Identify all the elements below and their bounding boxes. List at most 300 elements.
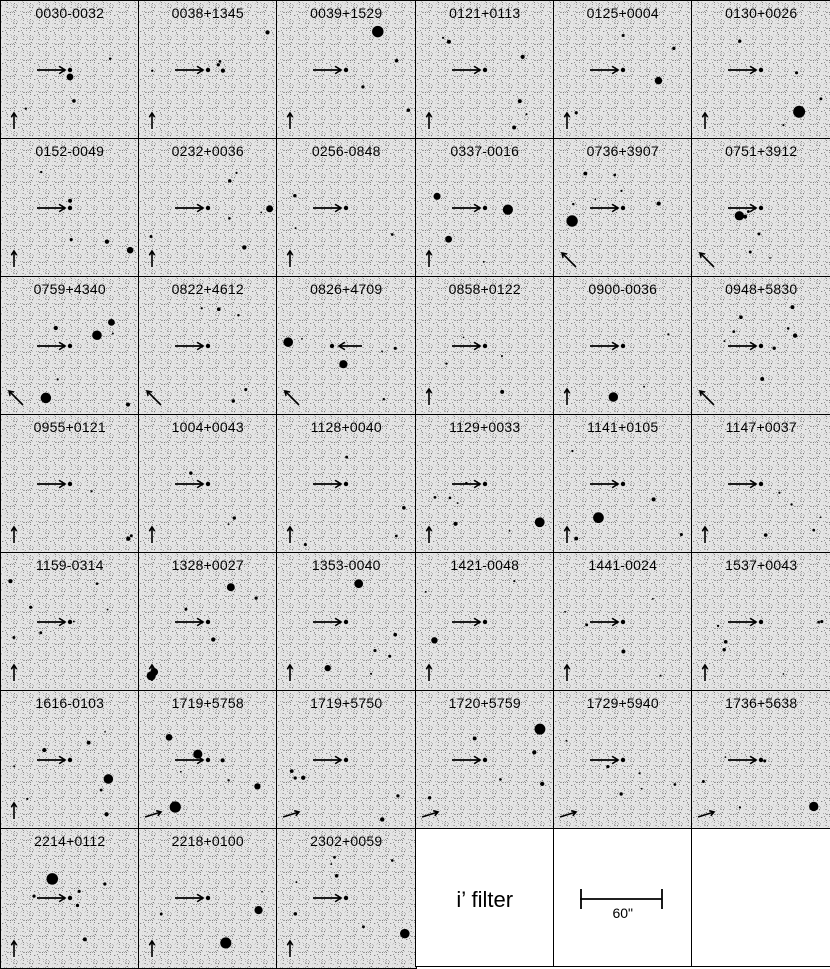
star-point bbox=[759, 620, 763, 624]
star-point bbox=[760, 377, 764, 381]
panel-image bbox=[416, 139, 555, 278]
star-point bbox=[655, 77, 663, 85]
panel-label: 0038+1345 bbox=[171, 5, 244, 21]
panel-image bbox=[139, 1, 278, 140]
star-point bbox=[445, 363, 447, 365]
finder-panel bbox=[553, 138, 693, 278]
panel-image bbox=[277, 829, 417, 969]
star-point bbox=[793, 106, 805, 118]
star-point bbox=[483, 482, 487, 486]
star-point bbox=[160, 913, 163, 916]
star-point bbox=[228, 523, 230, 525]
star-point bbox=[643, 386, 645, 388]
star-point bbox=[220, 937, 231, 948]
star-point bbox=[585, 623, 588, 626]
finder-panel bbox=[138, 828, 278, 969]
panel-label: 1729+5940 bbox=[586, 695, 659, 711]
star-point bbox=[105, 239, 109, 243]
panel-label: 2302+0059 bbox=[310, 833, 383, 849]
panel-label: 0751+3912 bbox=[725, 143, 798, 159]
star-point bbox=[87, 741, 91, 745]
star-point bbox=[295, 227, 297, 229]
star-point bbox=[13, 765, 15, 767]
star-point bbox=[509, 530, 511, 532]
star-point bbox=[759, 206, 763, 210]
star-point bbox=[532, 750, 536, 754]
scale-legend bbox=[553, 828, 693, 967]
star-point bbox=[535, 517, 545, 527]
star-point bbox=[362, 925, 365, 928]
filter-legend bbox=[415, 828, 555, 967]
star-point bbox=[206, 344, 210, 348]
star-point bbox=[206, 206, 210, 210]
star-point bbox=[391, 859, 394, 862]
panel-image bbox=[139, 691, 278, 830]
panel-image bbox=[692, 139, 830, 278]
star-point bbox=[206, 620, 210, 624]
star-point bbox=[127, 247, 134, 254]
star-point bbox=[206, 896, 210, 900]
star-point bbox=[820, 516, 822, 518]
finder-panel bbox=[691, 0, 830, 140]
star-point bbox=[201, 307, 203, 309]
panel-image bbox=[1, 553, 140, 692]
star-point bbox=[96, 582, 99, 585]
scale-bar bbox=[554, 829, 693, 967]
star-point bbox=[180, 771, 182, 773]
panel-label: 1328+0027 bbox=[171, 557, 244, 573]
star-point bbox=[150, 235, 153, 238]
star-point bbox=[619, 792, 622, 795]
star-point bbox=[72, 99, 76, 103]
panel-label: 0759+4340 bbox=[33, 281, 106, 297]
star-point bbox=[370, 673, 372, 675]
star-point bbox=[652, 497, 656, 501]
panel-label: 0125+0004 bbox=[586, 5, 659, 21]
star-point bbox=[758, 233, 761, 236]
star-point bbox=[344, 758, 348, 762]
star-point bbox=[702, 780, 705, 783]
star-point bbox=[294, 912, 297, 915]
star-point bbox=[457, 502, 459, 504]
panel-image bbox=[139, 415, 278, 554]
finder-panel bbox=[691, 276, 830, 416]
star-point bbox=[445, 236, 452, 243]
star-point bbox=[12, 636, 15, 639]
panel-label: 0130+0026 bbox=[725, 5, 798, 21]
star-point bbox=[525, 113, 527, 115]
star-point bbox=[621, 620, 625, 624]
star-point bbox=[622, 34, 625, 37]
star-point bbox=[227, 583, 235, 591]
star-point bbox=[42, 748, 46, 752]
star-point bbox=[571, 450, 573, 452]
star-point bbox=[483, 344, 487, 348]
panel-label: 1004+0043 bbox=[171, 419, 244, 435]
finder-panel bbox=[276, 138, 417, 278]
star-point bbox=[535, 724, 546, 735]
star-point bbox=[434, 496, 437, 499]
star-point bbox=[301, 338, 303, 340]
panel-label: 1720+5759 bbox=[448, 695, 521, 711]
star-point bbox=[540, 782, 544, 786]
panel-image bbox=[1, 139, 140, 278]
star-point bbox=[109, 58, 111, 60]
star-point bbox=[641, 788, 643, 790]
finder-panel bbox=[691, 690, 830, 830]
star-point bbox=[206, 758, 210, 762]
finder-panel bbox=[276, 690, 417, 830]
panel-image bbox=[277, 139, 417, 278]
star-point bbox=[820, 620, 823, 623]
star-point bbox=[325, 665, 331, 671]
star-point bbox=[228, 217, 231, 220]
star-point bbox=[104, 774, 114, 784]
star-point bbox=[620, 190, 622, 192]
panel-image bbox=[416, 415, 555, 554]
finder-panel bbox=[276, 828, 417, 969]
star-point bbox=[391, 233, 394, 236]
star-point bbox=[295, 881, 297, 883]
star-point bbox=[304, 543, 307, 546]
panel-image bbox=[1, 829, 140, 969]
star-point bbox=[57, 378, 59, 380]
star-point bbox=[104, 731, 106, 733]
star-point bbox=[621, 649, 625, 653]
star-point bbox=[518, 99, 522, 103]
star-point bbox=[217, 63, 220, 66]
star-point bbox=[73, 621, 75, 623]
panel-image bbox=[554, 1, 693, 140]
star-point bbox=[104, 812, 108, 816]
finder-panel bbox=[415, 138, 555, 278]
star-point bbox=[103, 882, 106, 885]
scale-label: 60" bbox=[612, 905, 634, 921]
star-point bbox=[722, 648, 725, 651]
panel-label: 1421-0048 bbox=[450, 557, 520, 573]
star-point bbox=[68, 199, 72, 203]
panel-image bbox=[416, 553, 555, 692]
star-point bbox=[790, 503, 792, 505]
panel-image bbox=[1, 415, 140, 554]
panel-image bbox=[277, 415, 417, 554]
panel-image bbox=[416, 277, 555, 416]
finder-panel bbox=[0, 414, 140, 554]
panel-label: 0030-0032 bbox=[35, 5, 105, 21]
panel-label: 0826+4709 bbox=[310, 281, 383, 297]
star-point bbox=[290, 769, 294, 773]
star-point bbox=[428, 796, 431, 799]
panel-image bbox=[277, 1, 417, 140]
finder-panel bbox=[276, 276, 417, 416]
panel-image bbox=[554, 415, 693, 554]
panel-image bbox=[139, 277, 278, 416]
panel-label: 0955+0121 bbox=[33, 419, 106, 435]
star-point bbox=[344, 896, 348, 900]
star-point bbox=[572, 203, 574, 205]
star-point bbox=[283, 337, 293, 347]
star-point bbox=[717, 625, 719, 627]
finder-panel bbox=[691, 552, 830, 692]
star-point bbox=[254, 906, 262, 914]
star-point bbox=[265, 30, 269, 34]
star-point bbox=[513, 580, 515, 582]
star-point bbox=[812, 529, 815, 532]
panel-image bbox=[554, 691, 693, 830]
star-point bbox=[25, 107, 27, 109]
star-point bbox=[503, 204, 513, 214]
star-point bbox=[793, 333, 797, 337]
panel-label: 1159-0314 bbox=[35, 557, 104, 573]
star-point bbox=[621, 758, 625, 762]
star-point bbox=[566, 740, 568, 742]
star-point bbox=[344, 620, 348, 624]
star-point bbox=[657, 201, 661, 205]
star-point bbox=[206, 68, 210, 72]
star-point bbox=[787, 327, 790, 330]
star-point bbox=[473, 737, 477, 741]
star-point bbox=[68, 620, 72, 624]
finder-panel bbox=[691, 138, 830, 278]
star-point bbox=[68, 344, 72, 348]
panel-label: 1128+0040 bbox=[310, 419, 382, 435]
panel-image bbox=[692, 1, 830, 140]
star-point bbox=[67, 74, 74, 81]
star-point bbox=[783, 673, 785, 675]
star-point bbox=[255, 597, 258, 600]
star-point bbox=[660, 675, 662, 677]
star-point bbox=[483, 68, 487, 72]
star-point bbox=[790, 305, 794, 309]
star-point bbox=[769, 257, 771, 259]
panel-image bbox=[1, 277, 140, 416]
star-point bbox=[83, 937, 87, 941]
finder-panel bbox=[415, 414, 555, 554]
panel-image bbox=[692, 415, 830, 554]
star-point bbox=[260, 212, 262, 214]
finder-panel bbox=[138, 414, 278, 554]
panel-label: 0337-0016 bbox=[450, 143, 520, 159]
finder-panel bbox=[553, 0, 693, 140]
star-point bbox=[333, 856, 336, 859]
panel-label: 0948+5830 bbox=[725, 281, 798, 297]
panel-image bbox=[554, 553, 693, 692]
star-point bbox=[68, 896, 72, 900]
panel-image bbox=[1, 691, 140, 830]
star-point bbox=[339, 360, 347, 368]
panel-label: 0900-0036 bbox=[588, 281, 658, 297]
finder-panel bbox=[415, 552, 555, 692]
star-point bbox=[402, 506, 406, 510]
star-point bbox=[463, 337, 465, 339]
star-point bbox=[738, 39, 741, 42]
panel-label: 1141+0105 bbox=[587, 419, 659, 435]
star-point bbox=[735, 211, 744, 220]
star-point bbox=[447, 40, 451, 44]
star-point bbox=[501, 355, 503, 357]
star-point bbox=[732, 330, 735, 333]
star-point bbox=[566, 215, 577, 226]
finder-panel bbox=[0, 690, 140, 830]
star-point bbox=[126, 402, 130, 406]
panel-label: 0121+0113 bbox=[449, 5, 521, 21]
star-point bbox=[747, 210, 750, 213]
panel-label: 0736+3907 bbox=[586, 143, 659, 159]
star-point bbox=[759, 344, 763, 348]
star-point bbox=[381, 350, 383, 352]
star-point bbox=[373, 649, 376, 652]
star-point bbox=[107, 609, 109, 611]
star-point bbox=[233, 516, 236, 519]
panel-label: 1441-0024 bbox=[588, 557, 658, 573]
star-point bbox=[739, 315, 743, 319]
star-point bbox=[170, 801, 181, 812]
star-point bbox=[795, 71, 798, 74]
panel-label: 1719+5750 bbox=[310, 695, 383, 711]
star-point bbox=[749, 251, 752, 254]
star-point bbox=[763, 759, 766, 762]
panel-label: 1537+0043 bbox=[725, 557, 798, 573]
finder-panel bbox=[553, 414, 693, 554]
star-point bbox=[453, 522, 457, 526]
star-point bbox=[395, 59, 398, 62]
star-point bbox=[217, 307, 221, 311]
star-point bbox=[78, 890, 81, 893]
star-point bbox=[76, 904, 79, 907]
star-point bbox=[809, 802, 818, 811]
finder-panel bbox=[0, 138, 140, 278]
star-point bbox=[433, 193, 440, 200]
panel-label: 1147+0037 bbox=[725, 419, 797, 435]
star-point bbox=[126, 537, 130, 541]
panel-image bbox=[277, 553, 417, 692]
star-point bbox=[112, 332, 114, 334]
star-point bbox=[68, 206, 72, 210]
panel-image bbox=[139, 553, 278, 692]
star-point bbox=[395, 535, 398, 538]
star-point bbox=[68, 68, 72, 72]
panel-label: 0858+0122 bbox=[448, 281, 521, 297]
finder-panel bbox=[553, 552, 693, 692]
star-point bbox=[621, 482, 625, 486]
star-point bbox=[819, 97, 822, 100]
panel-label: 0256-0848 bbox=[311, 143, 381, 159]
star-point bbox=[330, 863, 332, 865]
star-point bbox=[759, 758, 763, 762]
star-point bbox=[613, 174, 616, 177]
star-point bbox=[606, 765, 609, 768]
panel-label: 0232+0036 bbox=[171, 143, 244, 159]
star-point bbox=[425, 591, 427, 593]
star-point bbox=[68, 758, 72, 762]
star-point bbox=[431, 637, 437, 643]
panel-label: 1353-0040 bbox=[311, 557, 381, 573]
panel-label: 1736+5638 bbox=[725, 695, 798, 711]
finder-panel bbox=[138, 138, 278, 278]
star-point bbox=[8, 579, 12, 583]
star-point bbox=[499, 778, 502, 781]
star-point bbox=[189, 471, 192, 474]
star-point bbox=[228, 179, 231, 182]
star-point bbox=[400, 929, 410, 939]
star-point bbox=[583, 172, 587, 176]
star-point bbox=[442, 37, 444, 39]
star-point bbox=[335, 874, 339, 878]
finder-panel bbox=[0, 276, 140, 416]
panel-label: 0822+4612 bbox=[171, 281, 244, 297]
panel-image bbox=[416, 691, 555, 830]
panel-label: 2214+0112 bbox=[34, 833, 106, 849]
finder-panel bbox=[415, 276, 555, 416]
panel-label: 1616-0103 bbox=[35, 695, 105, 711]
star-point bbox=[261, 891, 263, 893]
finder-panel bbox=[0, 0, 140, 140]
star-point bbox=[232, 399, 235, 402]
star-point bbox=[242, 245, 246, 249]
star-point bbox=[235, 172, 237, 174]
star-point bbox=[330, 344, 334, 348]
star-point bbox=[723, 340, 725, 342]
star-point bbox=[575, 111, 578, 114]
star-point bbox=[151, 70, 153, 72]
star-point bbox=[782, 124, 784, 126]
star-point bbox=[372, 26, 383, 37]
star-point bbox=[483, 261, 485, 263]
star-point bbox=[70, 238, 73, 241]
panel-image bbox=[277, 691, 417, 830]
star-point bbox=[380, 817, 384, 821]
panel-label: 1129+0033 bbox=[449, 419, 521, 435]
star-point bbox=[574, 537, 578, 541]
star-point bbox=[293, 194, 296, 197]
star-point bbox=[638, 772, 640, 774]
panel-image bbox=[416, 1, 555, 140]
star-point bbox=[266, 205, 273, 212]
star-point bbox=[91, 490, 93, 492]
star-point bbox=[817, 621, 820, 624]
finder-panel bbox=[553, 690, 693, 830]
finder-panel bbox=[691, 414, 830, 554]
star-point bbox=[361, 85, 364, 88]
star-point bbox=[211, 637, 215, 641]
panel-label: 0152-0049 bbox=[35, 143, 105, 159]
star-point bbox=[32, 895, 35, 898]
star-point bbox=[394, 347, 397, 350]
filter-label: i’ filter bbox=[456, 887, 514, 912]
star-point bbox=[206, 482, 210, 486]
finder-panel bbox=[138, 0, 278, 140]
panel-image bbox=[692, 691, 830, 830]
star-point bbox=[388, 655, 391, 658]
star-point bbox=[483, 206, 487, 210]
star-point bbox=[39, 631, 42, 634]
star-point bbox=[521, 55, 525, 59]
star-point bbox=[773, 347, 776, 350]
star-point bbox=[652, 598, 654, 600]
star-point bbox=[674, 783, 677, 786]
star-point bbox=[621, 68, 625, 72]
star-point bbox=[725, 756, 727, 758]
star-point bbox=[672, 47, 675, 50]
star-point bbox=[483, 758, 487, 762]
star-point bbox=[294, 776, 297, 779]
star-point bbox=[29, 606, 32, 609]
star-point bbox=[609, 392, 618, 401]
star-point bbox=[449, 497, 452, 500]
panel-label: 1719+5758 bbox=[171, 695, 244, 711]
star-point bbox=[680, 533, 683, 536]
star-point bbox=[54, 326, 58, 330]
